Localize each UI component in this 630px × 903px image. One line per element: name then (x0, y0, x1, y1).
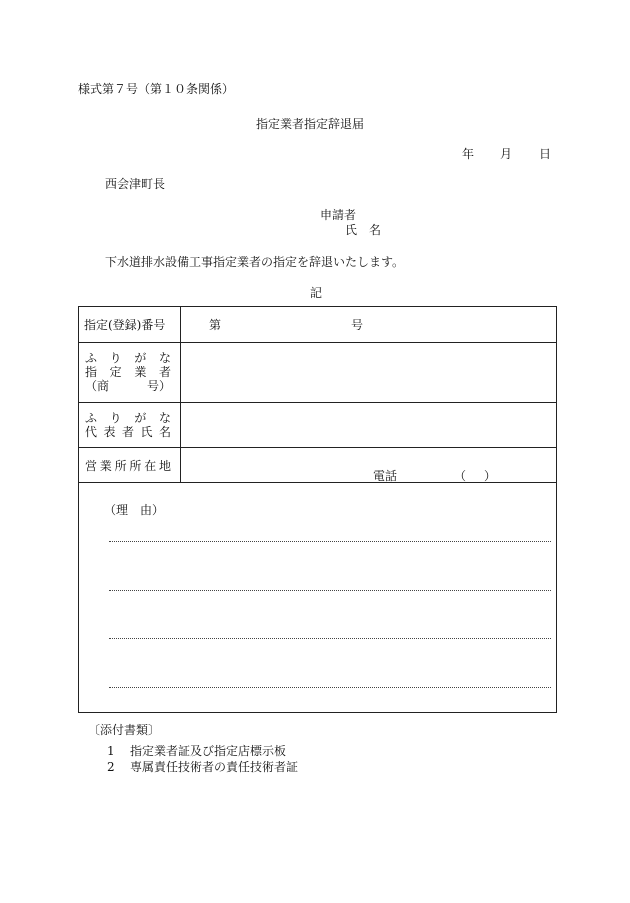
reason-line[interactable] (109, 638, 551, 639)
date-year: 年 (462, 147, 475, 161)
furigana-label: ふ り が な (85, 351, 171, 365)
reason-line[interactable] (109, 590, 551, 591)
registration-number-label: 指定(登録)番号 (84, 318, 166, 332)
applicant-name-label: 氏 名 (345, 223, 382, 237)
applicant-label: 申請者 (320, 208, 357, 222)
form-table (78, 306, 557, 713)
addressee: 西会津町長 (105, 177, 166, 191)
dai-label: 第 (209, 318, 222, 332)
representative-field[interactable] (181, 403, 556, 446)
furigana-label: ふ り が な (85, 411, 171, 425)
attachment-text: 専属責任技術者の責任技術者証 (130, 760, 299, 774)
reason-label: （理 由） (104, 503, 165, 517)
gou-label: 号 (351, 318, 364, 332)
reason-line[interactable] (109, 687, 551, 688)
phone-paren-open: （ (454, 469, 467, 483)
office-address-label: 営 業 所 所 在 地 (85, 459, 171, 473)
attachment-number: 1 (107, 744, 115, 758)
ki-heading: 記 (310, 286, 323, 300)
form-number: 様式第７号（第１０条関係） (78, 82, 235, 96)
trade-name-label: （商 号） (85, 379, 171, 393)
representative-name-label: 代 表 者 氏 名 (85, 425, 171, 439)
designated-company-label (85, 351, 171, 393)
company-label: 指 定 業 者 (85, 365, 171, 379)
attachment-text: 指定業者証及び指定店標示板 (130, 744, 287, 758)
attachment-number: 2 (107, 760, 115, 774)
reason-line[interactable] (109, 541, 551, 542)
representative-label (85, 411, 171, 439)
date-day: 日 (539, 147, 552, 161)
designated-company-field[interactable] (181, 343, 556, 401)
phone-label: 電話 (373, 469, 398, 483)
office-address-field[interactable] (181, 448, 556, 481)
phone-paren-close: ） (484, 469, 497, 483)
document-title: 指定業者指定辞退届 (256, 117, 365, 131)
date-month: 月 (500, 147, 513, 161)
attachments-heading: 〔添付書類〕 (88, 723, 161, 737)
statement: 下水道排水設備工事指定業者の指定を辞退いたします。 (105, 255, 405, 269)
